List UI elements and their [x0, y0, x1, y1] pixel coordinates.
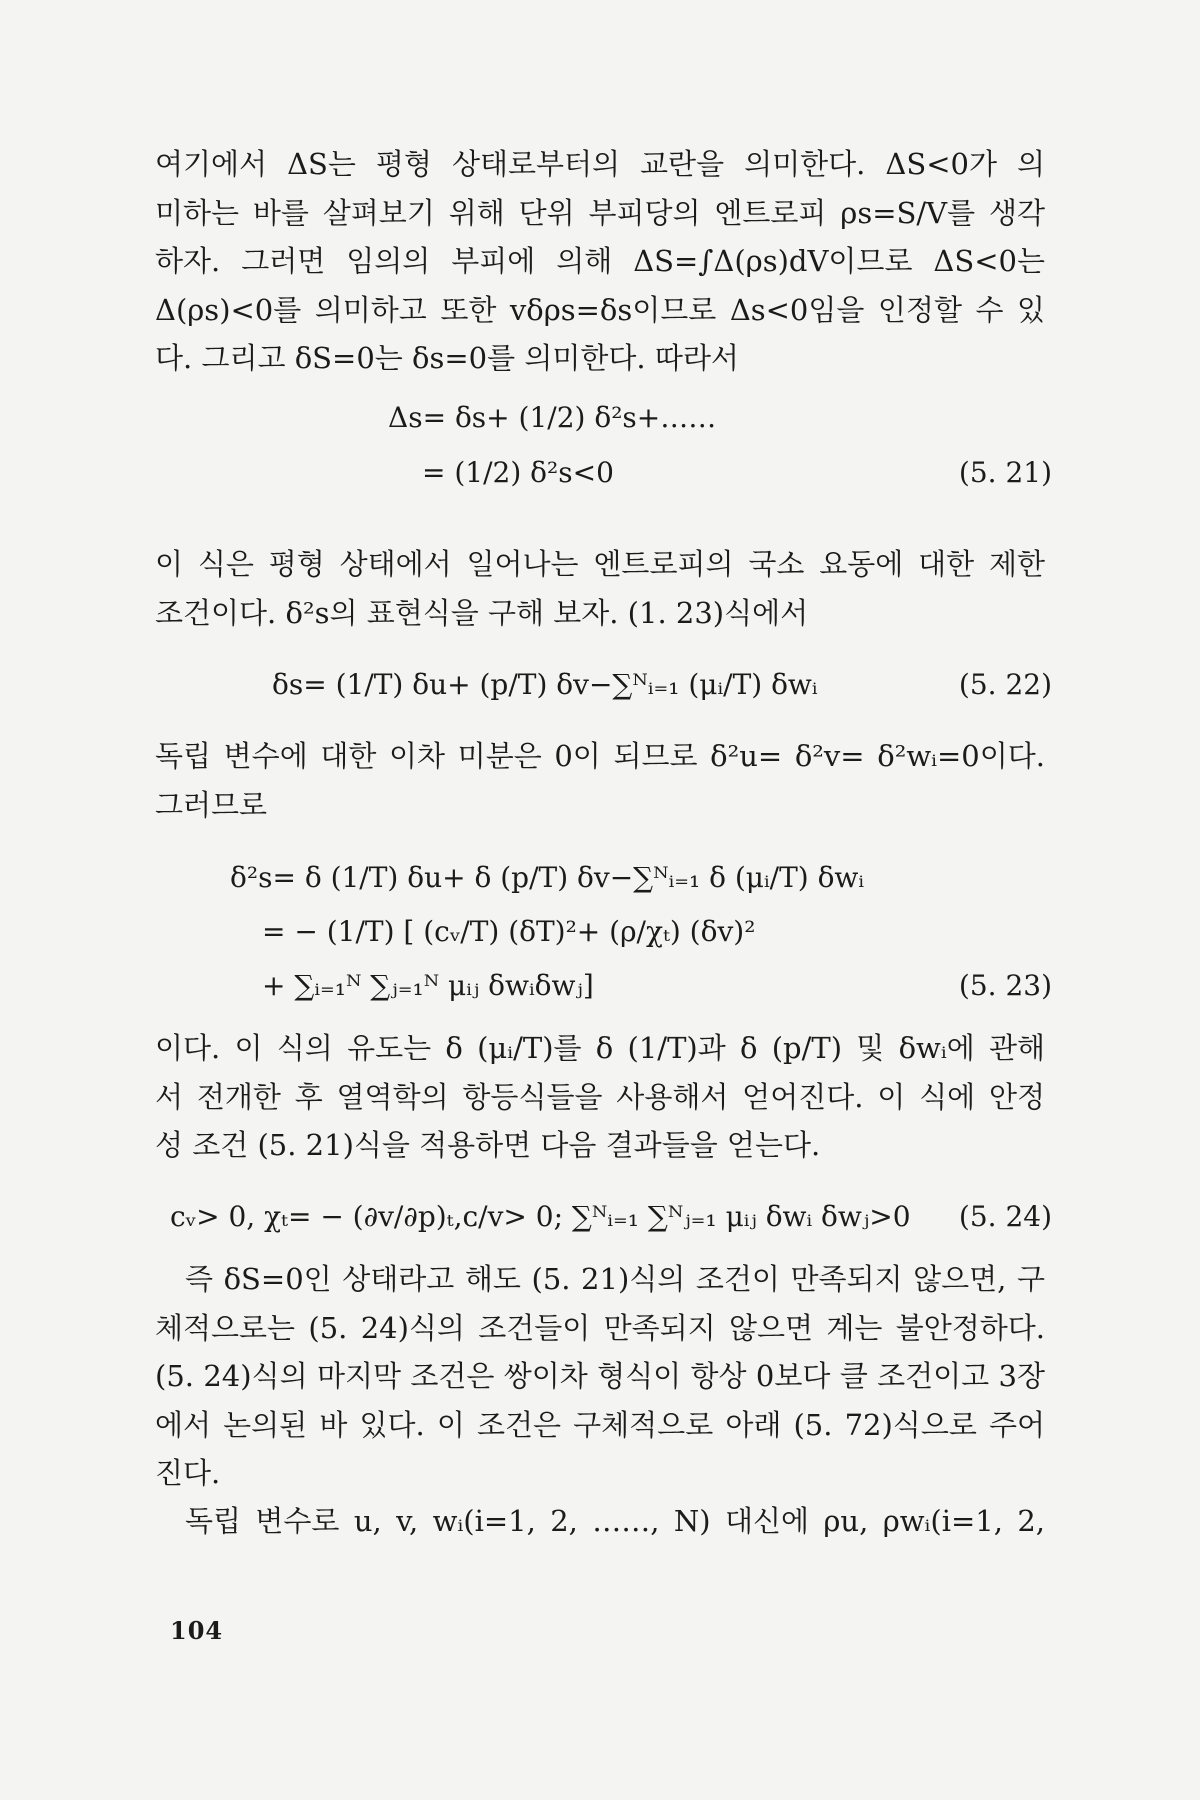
- text-line: Δ(ρs)<0를 의미하고 또한 vδρs=δs이므로 Δs<0임을 인정할 수 있: [155, 292, 1045, 327]
- text-line: 독립 변수에 대한 이차 미분은 0이 되므로 δ²u= δ²v= δ²wᵢ=0이다.: [155, 739, 1045, 773]
- text-line: 진다.: [155, 1456, 221, 1490]
- paragraph-1: [155, 140, 1045, 383]
- equation-5-24: cᵥ> 0, χₜ= − (∂v/∂p)ₜ,ᴄ/v> 0; ∑ᴺᵢ₌₁ ∑ᴺⱼ₌₁ μᵢⱼ δwᵢ δwⱼ>0: [170, 1200, 911, 1233]
- equation-5-23-line-3: + ∑ᵢ₌₁ᴺ ∑ⱼ₌₁ᴺ μᵢⱼ δwᵢδwⱼ]: [262, 969, 594, 1002]
- text-line: 다. 그리고 δS=0는 δs=0를 의미한다. 따라서: [155, 341, 739, 375]
- paragraph-6: [155, 1497, 1045, 1546]
- text-line: (5. 24)식의 마지막 조건은 쌍이차 형식이 항상 0보다 클 조건이고 3장: [155, 1359, 1045, 1393]
- paragraph-5: [155, 1255, 1045, 1498]
- equation-number-5-22: (5. 22): [958, 668, 1052, 701]
- equation-5-22: δs= (1/T) δu+ (p/T) δv−∑ᴺᵢ₌₁ (μᵢ/T) δwᵢ: [272, 668, 818, 701]
- text-line: 즉 δS=0인 상태라고 해도 (5. 21)식의 조건이 만족되지 않으면, 구: [185, 1262, 1045, 1296]
- equation-number-5-23: (5. 23): [958, 969, 1052, 1002]
- equation-5-23-line-2: = − (1/T) [ (cᵥ/T) (δT)²+ (ρ/χₜ) (δv)²: [262, 915, 756, 948]
- text-line: 하자. 그러면 임의의 부피에 의해 ΔS=∫Δ(ρs)dV이므로 ΔS<0는: [155, 244, 1045, 278]
- equation-5-23-line-1: δ²s= δ (1/T) δu+ δ (p/T) δv−∑ᴺᵢ₌₁ δ (μᵢ/T) δwᵢ: [230, 861, 865, 894]
- text-line: 이 식은 평형 상태에서 일어나는 엔트로피의 국소 요동에 대한 제한: [155, 547, 1045, 581]
- paragraph-2: [155, 540, 1045, 637]
- text-line: 여기에서 ΔS는 평형 상태로부터의 교란을 의미한다. ΔS<0가 의: [155, 147, 1045, 181]
- text-line: 체적으로는 (5. 24)식의 조건들이 만족되지 않으면 계는 불안정하다.: [155, 1310, 1045, 1345]
- text-line: 서 전개한 후 열역학의 항등식들을 사용해서 얻어진다. 이 식에 안정: [155, 1079, 1045, 1114]
- text-line: 미하는 바를 살펴보기 위해 단위 부피당의 엔트로피 ρs=S/V를 생각: [155, 195, 1045, 230]
- equation-number-5-24: (5. 24): [958, 1200, 1052, 1233]
- equation-5-21-line-2: = (1/2) δ²s<0: [422, 456, 614, 489]
- paragraph-4: [155, 1024, 1045, 1170]
- equation-number-5-21: (5. 21): [958, 456, 1052, 489]
- text-line: 조건이다. δ²s의 표현식을 구해 보자. (1. 23)식에서: [155, 595, 809, 630]
- text-line: 이다. 이 식의 유도는 δ (μᵢ/T)를 δ (1/T)과 δ (p/T) 및 δwᵢ에 관해: [155, 1031, 1045, 1065]
- page-number: 104: [170, 1616, 224, 1645]
- text-line: 그러므로: [155, 787, 268, 822]
- equation-5-21-line-1: Δs= δs+ (1/2) δ²s+……: [388, 401, 717, 434]
- text-line: 성 조건 (5. 21)식을 적용하면 다음 결과들을 얻는다.: [155, 1128, 821, 1162]
- paragraph-3: [155, 732, 1045, 829]
- text-line: 독립 변수로 u, v, wᵢ(i=1, 2, ……, N) 대신에 ρu, ρwᵢ(i=1, 2,: [185, 1504, 1045, 1538]
- text-line: 에서 논의된 바 있다. 이 조건은 구체적으로 아래 (5. 72)식으로 주어: [155, 1407, 1045, 1442]
